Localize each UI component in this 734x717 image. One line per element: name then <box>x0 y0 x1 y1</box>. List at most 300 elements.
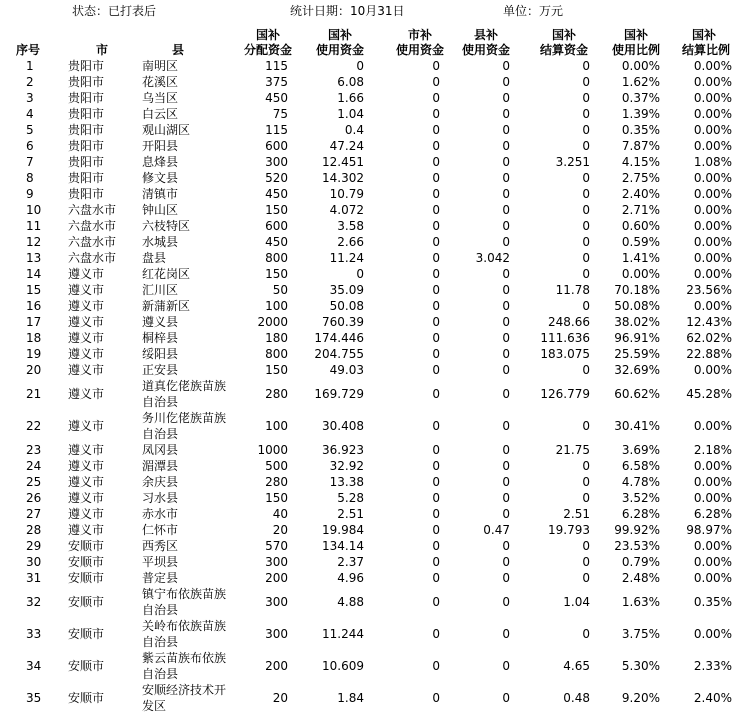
row-city-used: 0 <box>432 234 440 249</box>
row-settle-ratio: 23.56% <box>686 282 732 297</box>
table-row <box>4 586 734 618</box>
row-index: 10 <box>26 202 42 217</box>
row-used: 13.38 <box>329 474 364 489</box>
row-county: 开阳县 <box>142 139 179 153</box>
row-county: 习水县 <box>142 491 179 505</box>
row-county: 凤冈县 <box>142 443 179 457</box>
row-settle: 0 <box>582 106 590 121</box>
row-county-used: 0 <box>502 362 510 377</box>
row-city-used: 0 <box>432 554 440 569</box>
row-county: 乌当区 <box>142 91 179 105</box>
row-alloc: 150 <box>265 202 288 217</box>
row-county: 修文县 <box>142 171 179 185</box>
row-city: 遵义市 <box>68 362 105 377</box>
row-county-used: 0 <box>502 74 510 89</box>
row-city-used: 0 <box>432 106 440 121</box>
row-use-ratio: 0.37% <box>621 90 660 105</box>
row-city-used: 0 <box>432 442 440 457</box>
row-used: 760.39 <box>322 314 364 329</box>
row-alloc: 280 <box>265 386 288 401</box>
row-alloc: 100 <box>265 298 288 313</box>
row-city-used: 0 <box>432 122 440 137</box>
row-county: 关岭布依族苗族自治县 <box>142 619 227 649</box>
row-settle-ratio: 0.00% <box>693 138 732 153</box>
row-index: 3 <box>26 90 34 105</box>
row-settle-ratio: 0.00% <box>693 90 732 105</box>
row-index: 7 <box>26 154 34 169</box>
table-row <box>4 282 734 298</box>
row-county: 桐梓县 <box>142 331 179 345</box>
table-row <box>4 138 734 154</box>
row-settle: 0 <box>582 570 590 585</box>
row-alloc: 450 <box>265 186 288 201</box>
row-settle-ratio: 1.08% <box>693 154 732 169</box>
row-county: 息烽县 <box>142 155 179 169</box>
row-settle-ratio: 0.00% <box>693 554 732 569</box>
row-use-ratio: 0.79% <box>621 554 660 569</box>
row-settle: 0 <box>582 298 590 313</box>
row-city-used: 0 <box>432 362 440 377</box>
row-use-ratio: 32.69% <box>614 362 660 377</box>
row-city-used: 0 <box>432 626 440 641</box>
row-settle-ratio: 0.00% <box>693 58 732 73</box>
row-alloc: 300 <box>265 154 288 169</box>
row-city-used: 0 <box>432 186 440 201</box>
row-settle-ratio: 0.00% <box>693 106 732 121</box>
row-used: 14.302 <box>322 170 364 185</box>
row-index: 1 <box>26 58 34 73</box>
row-use-ratio: 1.41% <box>621 250 660 265</box>
table-row <box>4 410 734 442</box>
row-city-used: 0 <box>432 170 440 185</box>
row-used: 32.92 <box>329 458 364 473</box>
row-city: 遵义市 <box>68 330 105 345</box>
row-settle-ratio: 0.00% <box>693 418 732 433</box>
row-settle: 0 <box>582 74 590 89</box>
row-city: 六盘水市 <box>68 218 117 233</box>
row-used: 5.28 <box>337 490 364 505</box>
table-row <box>4 458 734 474</box>
row-county-used: 0 <box>502 474 510 489</box>
row-used: 1.04 <box>337 106 364 121</box>
row-settle-ratio: 0.00% <box>693 266 732 281</box>
row-index: 18 <box>26 330 42 345</box>
row-city-used: 0 <box>432 154 440 169</box>
row-index: 35 <box>26 690 42 705</box>
row-county-used: 0 <box>502 170 510 185</box>
row-used: 4.88 <box>337 594 364 609</box>
table-row <box>4 170 734 186</box>
row-index: 8 <box>26 170 34 185</box>
row-used: 174.446 <box>314 330 364 345</box>
row-alloc: 200 <box>265 658 288 673</box>
row-county: 平坝县 <box>142 555 179 569</box>
row-alloc: 50 <box>272 282 288 297</box>
row-county: 湄潭县 <box>142 459 179 473</box>
row-city: 安顺市 <box>68 538 105 553</box>
row-alloc: 100 <box>265 418 288 433</box>
row-settle-ratio: 98.97% <box>686 522 732 537</box>
row-county-used: 0 <box>502 106 510 121</box>
row-city: 贵阳市 <box>68 138 105 153</box>
row-county: 安顺经济技术开发区 <box>142 683 227 713</box>
row-used: 0 <box>356 266 364 281</box>
row-use-ratio: 6.58% <box>621 458 660 473</box>
row-use-ratio: 50.08% <box>614 298 660 313</box>
table-row <box>4 234 734 250</box>
row-used: 10.609 <box>322 658 364 673</box>
row-used: 2.66 <box>337 234 364 249</box>
row-county-used: 0 <box>502 298 510 313</box>
row-city-used: 0 <box>432 658 440 673</box>
row-city: 安顺市 <box>68 626 105 641</box>
table-row <box>4 202 734 218</box>
row-city-used: 0 <box>432 458 440 473</box>
row-settle-ratio: 0.00% <box>693 362 732 377</box>
row-use-ratio: 96.91% <box>614 330 660 345</box>
table-row <box>4 154 734 170</box>
row-city: 遵义市 <box>68 298 105 313</box>
row-county-used: 0 <box>502 386 510 401</box>
row-city-used: 0 <box>432 218 440 233</box>
row-use-ratio: 0.00% <box>621 266 660 281</box>
row-county: 六枝特区 <box>142 219 191 233</box>
row-alloc: 450 <box>265 234 288 249</box>
report-header <box>0 0 734 26</box>
row-settle-ratio: 0.00% <box>693 202 732 217</box>
row-city-used: 0 <box>432 522 440 537</box>
row-county: 紫云苗族布依族自治县 <box>142 651 227 681</box>
table-row <box>4 90 734 106</box>
row-county-used: 0 <box>502 202 510 217</box>
row-city-used: 0 <box>432 490 440 505</box>
row-county: 花溪区 <box>142 75 179 89</box>
row-index: 11 <box>26 218 42 233</box>
row-city: 六盘水市 <box>68 234 117 249</box>
row-county: 观山湖区 <box>142 123 191 137</box>
unit-label: 单位：万元 <box>503 4 564 18</box>
row-settle: 0 <box>582 538 590 553</box>
row-alloc: 800 <box>265 250 288 265</box>
subsidy-table <box>4 26 734 714</box>
row-alloc: 450 <box>265 90 288 105</box>
row-index: 22 <box>26 418 42 433</box>
row-county-used: 0 <box>502 186 510 201</box>
row-settle: 126.779 <box>540 386 590 401</box>
row-used: 11.244 <box>322 626 364 641</box>
row-county-used: 3.042 <box>475 250 510 265</box>
row-settle: 0 <box>582 90 590 105</box>
row-settle: 1.04 <box>563 594 590 609</box>
row-county-used: 0 <box>502 330 510 345</box>
table-row <box>4 554 734 570</box>
row-used: 49.03 <box>329 362 364 377</box>
row-alloc: 300 <box>265 626 288 641</box>
row-settle: 0.48 <box>563 690 590 705</box>
row-index: 19 <box>26 346 42 361</box>
table-row <box>4 378 734 410</box>
table-row <box>4 506 734 522</box>
row-city: 贵阳市 <box>68 58 105 73</box>
row-settle-ratio: 0.00% <box>693 170 732 185</box>
row-alloc: 600 <box>265 218 288 233</box>
row-settle: 0 <box>582 458 590 473</box>
row-city-used: 0 <box>432 202 440 217</box>
row-index: 34 <box>26 658 42 673</box>
row-settle-ratio: 0.00% <box>693 298 732 313</box>
row-county-used: 0 <box>502 122 510 137</box>
row-city: 贵阳市 <box>68 122 105 137</box>
row-index: 20 <box>26 362 42 377</box>
row-settle-ratio: 0.00% <box>693 74 732 89</box>
row-county: 清镇市 <box>142 187 179 201</box>
row-settle: 183.075 <box>540 346 590 361</box>
row-county: 白云区 <box>142 107 179 121</box>
row-index: 27 <box>26 506 42 521</box>
row-county-used: 0 <box>502 442 510 457</box>
row-alloc: 600 <box>265 138 288 153</box>
row-index: 12 <box>26 234 42 249</box>
row-county-used: 0 <box>502 154 510 169</box>
table-row <box>4 266 734 282</box>
row-settle-ratio: 0.00% <box>693 186 732 201</box>
row-city: 安顺市 <box>68 690 105 705</box>
row-use-ratio: 30.41% <box>614 418 660 433</box>
row-settle: 0 <box>582 418 590 433</box>
row-city-used: 0 <box>432 690 440 705</box>
row-index: 33 <box>26 626 42 641</box>
row-used: 0 <box>356 58 364 73</box>
row-county-used: 0 <box>502 266 510 281</box>
row-alloc: 300 <box>265 554 288 569</box>
row-county: 汇川区 <box>142 283 179 297</box>
row-city-used: 0 <box>432 90 440 105</box>
col-header-county-used: 县补 使用资金 <box>461 28 510 57</box>
row-settle-ratio: 0.00% <box>693 458 732 473</box>
row-used: 11.24 <box>329 250 364 265</box>
row-settle-ratio: 0.00% <box>693 490 732 505</box>
row-county-used: 0 <box>502 658 510 673</box>
row-county-used: 0 <box>502 570 510 585</box>
row-used: 2.51 <box>337 506 364 521</box>
row-city: 贵阳市 <box>68 106 105 121</box>
row-use-ratio: 99.92% <box>614 522 660 537</box>
row-county: 正安县 <box>142 363 179 377</box>
row-settle: 2.51 <box>563 506 590 521</box>
row-city: 遵义市 <box>68 490 105 505</box>
row-settle: 0 <box>582 250 590 265</box>
row-city: 六盘水市 <box>68 250 117 265</box>
row-settle: 248.66 <box>548 314 590 329</box>
row-city: 贵阳市 <box>68 170 105 185</box>
row-settle-ratio: 12.43% <box>686 314 732 329</box>
row-used: 35.09 <box>329 282 364 297</box>
row-settle: 0 <box>582 474 590 489</box>
row-alloc: 520 <box>265 170 288 185</box>
row-city-used: 0 <box>432 506 440 521</box>
row-used: 1.66 <box>337 90 364 105</box>
row-county-used: 0.47 <box>483 522 510 537</box>
row-settle: 0 <box>582 138 590 153</box>
row-city-used: 0 <box>432 250 440 265</box>
row-alloc: 40 <box>272 506 288 521</box>
row-use-ratio: 5.30% <box>621 658 660 673</box>
row-alloc: 800 <box>265 346 288 361</box>
row-index: 17 <box>26 314 42 329</box>
row-alloc: 150 <box>265 362 288 377</box>
table-row <box>4 650 734 682</box>
col-header-used: 国补 使用资金 <box>315 28 364 57</box>
row-alloc: 150 <box>265 490 288 505</box>
row-city-used: 0 <box>432 138 440 153</box>
row-use-ratio: 1.63% <box>621 594 660 609</box>
row-alloc: 115 <box>265 58 288 73</box>
row-county: 钟山区 <box>142 203 179 217</box>
row-city: 遵义市 <box>68 458 105 473</box>
row-alloc: 115 <box>265 122 288 137</box>
row-city: 遵义市 <box>68 346 105 361</box>
row-alloc: 20 <box>272 690 288 705</box>
row-city-used: 0 <box>432 418 440 433</box>
row-county-used: 0 <box>502 690 510 705</box>
row-used: 6.08 <box>337 74 364 89</box>
row-use-ratio: 3.69% <box>621 442 660 457</box>
row-city: 遵义市 <box>68 386 105 401</box>
row-index: 16 <box>26 298 42 313</box>
row-alloc: 280 <box>265 474 288 489</box>
row-city: 贵阳市 <box>68 154 105 169</box>
row-alloc: 150 <box>265 266 288 281</box>
table-row <box>4 106 734 122</box>
row-county: 赤水市 <box>142 507 179 521</box>
row-county-used: 0 <box>502 458 510 473</box>
row-alloc: 1000 <box>257 442 288 457</box>
row-settle-ratio: 2.33% <box>693 658 732 673</box>
row-index: 26 <box>26 490 42 505</box>
row-county: 遵义县 <box>142 315 179 329</box>
row-settle: 0 <box>582 626 590 641</box>
row-settle-ratio: 2.40% <box>693 690 732 705</box>
row-index: 23 <box>26 442 42 457</box>
row-county: 普定县 <box>142 571 179 585</box>
row-index: 28 <box>26 522 42 537</box>
row-settle-ratio: 0.00% <box>693 570 732 585</box>
col-header-settle-ratio: 国补 结算比例 <box>681 28 730 57</box>
row-index: 2 <box>26 74 34 89</box>
row-used: 19.984 <box>322 522 364 537</box>
table-row <box>4 74 734 90</box>
row-settle-ratio: 45.28% <box>686 386 732 401</box>
row-index: 6 <box>26 138 34 153</box>
row-city-used: 0 <box>432 346 440 361</box>
row-city: 安顺市 <box>68 554 105 569</box>
row-use-ratio: 0.00% <box>621 58 660 73</box>
col-header-county: 县 <box>172 43 185 57</box>
row-settle-ratio: 2.18% <box>693 442 732 457</box>
row-use-ratio: 60.62% <box>614 386 660 401</box>
table-row <box>4 218 734 234</box>
row-city-used: 0 <box>432 74 440 89</box>
col-header-use-ratio: 国补 使用比例 <box>611 28 660 57</box>
col-header-city: 市 <box>96 43 109 57</box>
row-county: 盘县 <box>142 251 167 265</box>
table-row <box>4 618 734 650</box>
col-header-city-used: 市补 使用资金 <box>395 28 444 57</box>
row-settle-ratio: 0.35% <box>693 594 732 609</box>
row-use-ratio: 7.87% <box>621 138 660 153</box>
row-used: 204.755 <box>314 346 364 361</box>
row-city-used: 0 <box>432 330 440 345</box>
row-city: 贵阳市 <box>68 74 105 89</box>
row-used: 50.08 <box>329 298 364 313</box>
row-city: 安顺市 <box>68 658 105 673</box>
row-used: 134.14 <box>322 538 364 553</box>
row-city-used: 0 <box>432 474 440 489</box>
row-city: 遵义市 <box>68 506 105 521</box>
row-county-used: 0 <box>502 346 510 361</box>
row-use-ratio: 0.60% <box>621 218 660 233</box>
row-county: 新蒲新区 <box>142 299 191 313</box>
row-county-used: 0 <box>502 626 510 641</box>
table-row <box>4 570 734 586</box>
row-alloc: 570 <box>265 538 288 553</box>
row-settle-ratio: 22.88% <box>686 346 732 361</box>
row-alloc: 180 <box>265 330 288 345</box>
row-county: 余庆县 <box>142 475 179 489</box>
row-county-used: 0 <box>502 594 510 609</box>
row-used: 2.37 <box>337 554 364 569</box>
row-county: 水城县 <box>142 235 179 249</box>
row-county-used: 0 <box>502 538 510 553</box>
row-city: 六盘水市 <box>68 202 117 217</box>
row-use-ratio: 1.39% <box>621 106 660 121</box>
table-row <box>4 522 734 538</box>
row-index: 30 <box>26 554 42 569</box>
row-county: 仁怀市 <box>142 523 179 537</box>
row-city: 安顺市 <box>68 570 105 585</box>
row-use-ratio: 25.59% <box>614 346 660 361</box>
row-use-ratio: 38.02% <box>614 314 660 329</box>
row-county-used: 0 <box>502 218 510 233</box>
row-city-used: 0 <box>432 594 440 609</box>
row-county-used: 0 <box>502 282 510 297</box>
row-index: 15 <box>26 282 42 297</box>
row-settle-ratio: 62.02% <box>686 330 732 345</box>
row-index: 25 <box>26 474 42 489</box>
row-city-used: 0 <box>432 58 440 73</box>
row-use-ratio: 2.40% <box>621 186 660 201</box>
row-used: 0.4 <box>344 122 364 137</box>
row-use-ratio: 4.15% <box>621 154 660 169</box>
row-county-used: 0 <box>502 90 510 105</box>
row-county-used: 0 <box>502 418 510 433</box>
row-used: 47.24 <box>329 138 364 153</box>
row-county-used: 0 <box>502 554 510 569</box>
row-used: 169.729 <box>314 386 364 401</box>
table-row <box>4 442 734 458</box>
row-city-used: 0 <box>432 314 440 329</box>
row-use-ratio: 2.75% <box>621 170 660 185</box>
row-settle: 19.793 <box>548 522 590 537</box>
row-settle-ratio: 0.00% <box>693 538 732 553</box>
table-row <box>4 58 734 74</box>
table-row <box>4 250 734 266</box>
row-city-used: 0 <box>432 538 440 553</box>
row-settle: 0 <box>582 218 590 233</box>
row-used: 36.923 <box>322 442 364 457</box>
col-header-alloc: 国补 分配资金 <box>243 28 292 57</box>
row-settle-ratio: 0.00% <box>693 122 732 137</box>
